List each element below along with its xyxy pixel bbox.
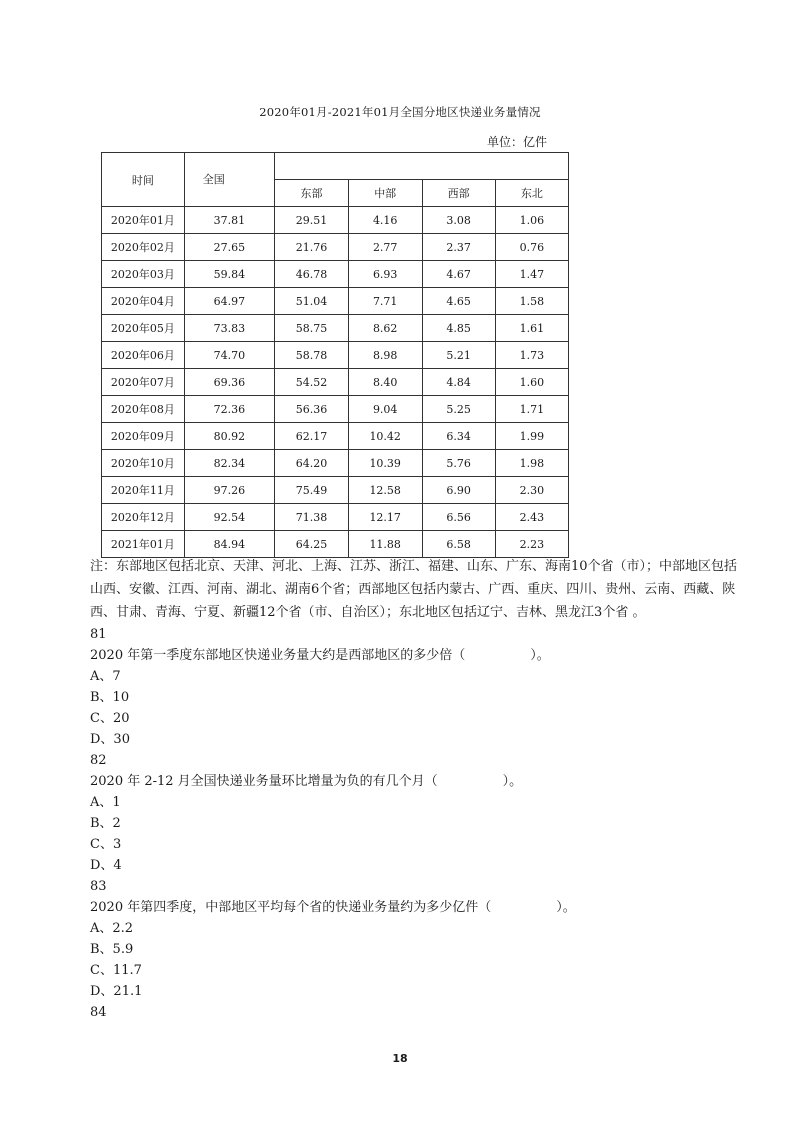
col-header-national: 全国 — [184, 153, 274, 207]
answer-option[interactable]: A、2.2 — [90, 921, 134, 936]
table-row — [102, 450, 569, 477]
table-row — [102, 396, 569, 423]
unit-label: 单位：亿件 — [487, 135, 548, 149]
row-value-cell: 1.06 — [495, 207, 568, 234]
row-value-cell: 59.84 — [184, 261, 274, 288]
row-value-cell: 97.26 — [184, 477, 274, 504]
row-value-cell: 29.51 — [275, 207, 349, 234]
row-value-cell: 27.65 — [184, 234, 274, 261]
row-month-cell: 2020年09月 — [102, 423, 185, 450]
row-value-cell: 12.17 — [348, 504, 422, 531]
answer-option[interactable]: B、5.9 — [90, 942, 134, 957]
table-row — [102, 288, 569, 315]
question-text: 2020 年 2-12 月全国快递业务量环比增量为负的有几个月（ ）。 — [90, 774, 523, 789]
row-value-cell: 72.36 — [184, 396, 274, 423]
col-header-central: 中部 — [348, 180, 422, 207]
row-value-cell: 2.37 — [422, 234, 495, 261]
questions — [90, 624, 750, 1023]
row-value-cell: 71.38 — [275, 504, 349, 531]
row-value-cell: 1.73 — [495, 342, 568, 369]
row-value-cell: 58.75 — [275, 315, 349, 342]
row-value-cell: 11.88 — [348, 531, 422, 558]
col-header-west: 西部 — [422, 180, 495, 207]
table-row — [102, 504, 569, 531]
row-value-cell: 1.58 — [495, 288, 568, 315]
row-value-cell: 62.17 — [275, 423, 349, 450]
table-row — [102, 369, 569, 396]
row-month-cell: 2020年03月 — [102, 261, 185, 288]
row-value-cell: 6.58 — [422, 531, 495, 558]
row-value-cell: 58.78 — [275, 342, 349, 369]
row-value-cell: 0.76 — [495, 234, 568, 261]
question-number: 81 — [90, 627, 107, 642]
row-value-cell: 69.36 — [184, 369, 274, 396]
row-month-cell: 2020年05月 — [102, 315, 185, 342]
col-header-northeast: 东北 — [495, 180, 568, 207]
table-row — [102, 477, 569, 504]
table-row — [102, 234, 569, 261]
header-spacer — [275, 153, 569, 180]
row-value-cell: 2.77 — [348, 234, 422, 261]
row-value-cell: 2.23 — [495, 531, 568, 558]
row-value-cell: 54.52 — [275, 369, 349, 396]
row-value-cell: 1.71 — [495, 396, 568, 423]
row-value-cell: 6.34 — [422, 423, 495, 450]
row-month-cell: 2021年01月 — [102, 531, 185, 558]
row-value-cell: 3.08 — [422, 207, 495, 234]
table-row — [102, 342, 569, 369]
answer-option[interactable]: C、20 — [90, 711, 130, 726]
answer-option[interactable]: C、11.7 — [90, 963, 142, 978]
row-value-cell: 5.76 — [422, 450, 495, 477]
row-value-cell: 1.99 — [495, 423, 568, 450]
row-value-cell: 4.67 — [422, 261, 495, 288]
row-value-cell: 21.76 — [275, 234, 349, 261]
row-value-cell: 2.43 — [495, 504, 568, 531]
answer-option[interactable]: A、1 — [90, 795, 121, 810]
row-value-cell: 8.40 — [348, 369, 422, 396]
answer-option[interactable]: B、2 — [90, 816, 121, 831]
table-row — [102, 207, 569, 234]
row-month-cell: 2020年01月 — [102, 207, 185, 234]
page-number: 18 — [392, 1052, 408, 1065]
table-title: 2020年01月-2021年01月全国分地区快递业务量情况 — [259, 105, 541, 119]
row-value-cell: 74.70 — [184, 342, 274, 369]
row-value-cell: 1.61 — [495, 315, 568, 342]
row-value-cell: 6.90 — [422, 477, 495, 504]
row-month-cell: 2020年04月 — [102, 288, 185, 315]
table-row — [102, 315, 569, 342]
row-value-cell: 10.39 — [348, 450, 422, 477]
row-value-cell: 75.49 — [275, 477, 349, 504]
row-value-cell: 2.30 — [495, 477, 568, 504]
row-value-cell: 64.20 — [275, 450, 349, 477]
row-value-cell: 82.34 — [184, 450, 274, 477]
row-value-cell: 7.71 — [348, 288, 422, 315]
question-number: 82 — [90, 753, 107, 768]
question-number: 83 — [90, 879, 107, 894]
row-value-cell: 4.84 — [422, 369, 495, 396]
answer-option[interactable]: D、21.1 — [90, 984, 143, 999]
answer-option[interactable]: B、10 — [90, 690, 130, 705]
row-value-cell: 4.65 — [422, 288, 495, 315]
row-value-cell: 8.62 — [348, 315, 422, 342]
answer-option[interactable]: D、30 — [90, 732, 130, 747]
row-value-cell: 56.36 — [275, 396, 349, 423]
row-value-cell: 6.56 — [422, 504, 495, 531]
table-row — [102, 423, 569, 450]
row-value-cell: 37.81 — [184, 207, 274, 234]
row-value-cell: 8.98 — [348, 342, 422, 369]
row-value-cell: 6.93 — [348, 261, 422, 288]
row-value-cell: 1.47 — [495, 261, 568, 288]
row-month-cell: 2020年12月 — [102, 504, 185, 531]
row-value-cell: 1.60 — [495, 369, 568, 396]
row-month-cell: 2020年02月 — [102, 234, 185, 261]
answer-option[interactable]: C、3 — [90, 837, 122, 852]
row-value-cell: 80.92 — [184, 423, 274, 450]
row-month-cell: 2020年07月 — [102, 369, 185, 396]
col-header-time: 时间 — [102, 153, 185, 207]
row-month-cell: 2020年08月 — [102, 396, 185, 423]
data-table — [101, 152, 569, 558]
row-value-cell: 9.04 — [348, 396, 422, 423]
row-value-cell: 64.97 — [184, 288, 274, 315]
row-value-cell: 84.94 — [184, 531, 274, 558]
row-value-cell: 4.85 — [422, 315, 495, 342]
question-text: 2020 年第四季度，中部地区平均每个省的快递业务量约为多少亿件（ ）。 — [90, 900, 576, 915]
row-value-cell: 64.25 — [275, 531, 349, 558]
row-value-cell: 5.25 — [422, 396, 495, 423]
row-value-cell: 12.58 — [348, 477, 422, 504]
row-month-cell: 2020年06月 — [102, 342, 185, 369]
table-note: 注：东部地区包括北京、天津、河北、上海、江苏、浙江、福建、山东、广东、海南10个省（市）；中部地区包括山西、安徽、江西、河南、湖北、湖南6个省；西部地区包括内蒙古、广西、重庆、四川、贵州、云南、西藏、陕西、甘肃、青海、宁夏、新疆12个省（市、自治区）；东北地区包括辽宁、吉林、黑龙江3个省 。 — [90, 559, 738, 620]
col-header-east: 东部 — [275, 180, 349, 207]
question-text: 2020 年第一季度东部地区快递业务量大约是西部地区的多少倍（ ）。 — [90, 648, 550, 663]
row-value-cell: 92.54 — [184, 504, 274, 531]
table-row — [102, 531, 569, 558]
row-month-cell: 2020年11月 — [102, 477, 185, 504]
answer-option[interactable]: A、7 — [90, 669, 121, 684]
row-value-cell: 51.04 — [275, 288, 349, 315]
row-month-cell: 2020年10月 — [102, 450, 185, 477]
answer-option[interactable]: D、4 — [90, 858, 122, 873]
table-row — [102, 261, 569, 288]
row-value-cell: 10.42 — [348, 423, 422, 450]
row-value-cell: 73.83 — [184, 315, 274, 342]
row-value-cell: 1.98 — [495, 450, 568, 477]
row-value-cell: 4.16 — [348, 207, 422, 234]
question-number: 84 — [90, 1005, 107, 1020]
row-value-cell: 5.21 — [422, 342, 495, 369]
row-value-cell: 46.78 — [275, 261, 349, 288]
